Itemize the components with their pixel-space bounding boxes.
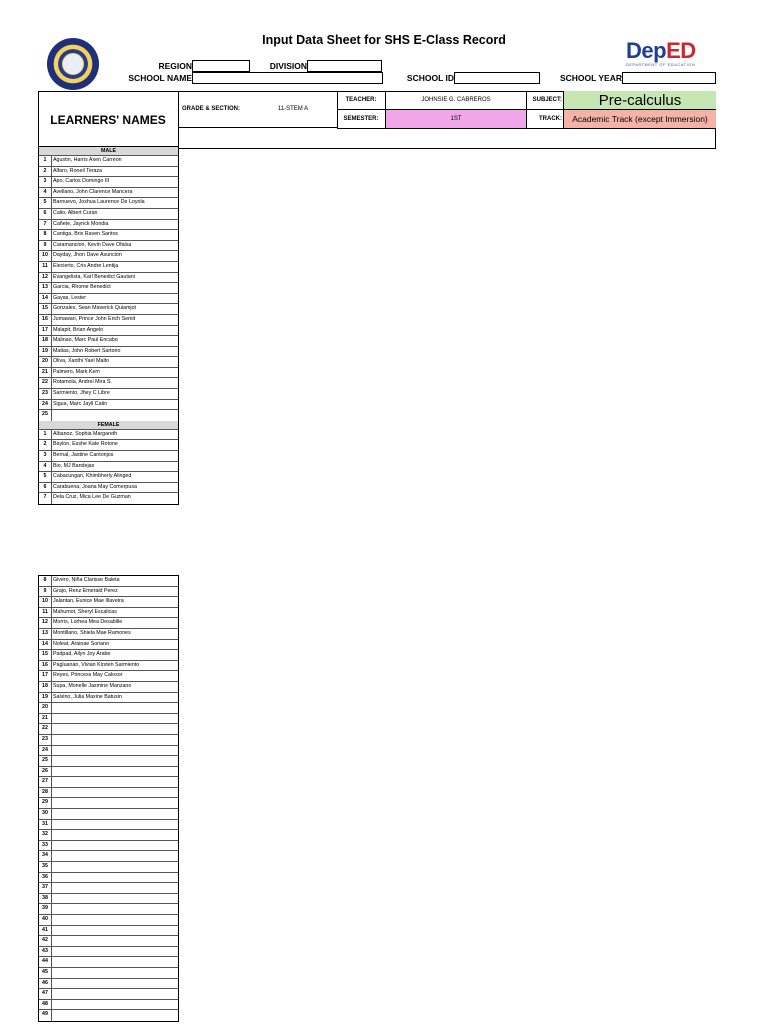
learner-number: 22 [39,724,52,734]
roster-bottom [38,575,179,1022]
learner-row[interactable] [39,809,178,820]
learner-name[interactable]: Eleciertо, Cris Andre Lentija [53,262,119,269]
teacher-value[interactable]: JOHNSIE G. CABREROS [386,91,527,110]
grade-section-value[interactable]: 11-STEM A [277,106,309,112]
learner-number: 18 [39,682,52,692]
learner-number: 4 [39,462,52,472]
learner-name[interactable]: Padpad, Ailyn Joy Arabe [53,651,111,658]
learner-row[interactable] [39,368,178,379]
learner-name[interactable] [52,767,178,777]
learner-row[interactable] [39,156,178,167]
learner-row[interactable] [39,830,178,841]
school-year-field[interactable] [622,72,716,84]
learner-row[interactable] [39,241,178,252]
learner-number: 46 [39,979,52,989]
learner-row[interactable] [39,304,178,315]
learner-name[interactable]: Salvino, Julia Maxine Batusin [53,693,122,700]
deped-logo-right: ED [666,38,696,63]
learner-row[interactable] [39,177,178,188]
learner-number: 43 [39,947,52,957]
learner-name[interactable]: Calio, Albert Curan [53,209,98,216]
learner-row[interactable] [39,650,178,661]
learner-name[interactable]: Garcia, Rhome Benedict [53,284,111,291]
learner-number: 13 [39,629,52,639]
learner-name[interactable]: Matias, John Robert Sartorio [53,347,121,354]
learner-name[interactable] [52,746,178,756]
learner-number: 23 [39,735,52,745]
learner-number: 24 [39,400,52,410]
learner-name[interactable]: Apo, Carlos Domingo III [53,178,110,185]
learner-name[interactable]: Jalantan, Eunice Mae Illaveira [53,598,124,605]
learner-number: 31 [39,820,52,830]
learner-number: 6 [39,209,52,219]
learner-row[interactable] [39,883,178,894]
learner-name[interactable] [52,788,178,798]
subject-value[interactable]: Pre-calculus [564,91,716,110]
learner-row[interactable] [39,472,178,483]
learner-name[interactable]: Palmero, Mark Kem [53,368,100,375]
learner-name[interactable]: Barnuevo, Joshua Laurence De Loyola [53,199,145,206]
learner-name[interactable] [52,809,178,819]
learner-name[interactable] [52,904,178,914]
learner-number: 8 [39,230,52,240]
learner-number: 15 [39,304,52,314]
learner-name[interactable]: Albanoz, Sophia Margareth [53,430,118,437]
learner-row[interactable] [39,347,178,358]
learner-name[interactable]: Baylon, Esshe Kate Rotone [53,441,118,448]
learners-names-heading: LEARNERS' NAMES [38,91,179,149]
learner-row[interactable] [39,462,178,473]
seal-center-icon [62,53,84,75]
learner-number: 21 [39,714,52,724]
learner-name[interactable]: Evangelista, Karl Benedict Gautani [53,273,135,280]
learner-number: 2 [39,167,52,177]
learner-name[interactable]: Grajo, Renz Emerald Perez [53,587,118,594]
school-year-label: SCHOOL YEAR [559,73,622,83]
learner-name[interactable] [52,410,178,421]
learner-name[interactable] [52,894,178,904]
teacher-label: TEACHER: [337,91,386,110]
track-value[interactable]: Academic Track (except Immersion) [564,110,716,129]
learner-number: 32 [39,830,52,840]
learner-name[interactable]: Agustin, Harris Axen Carreon [53,157,122,163]
learner-name[interactable]: Cañete, Jayrick Mondia [53,220,109,227]
learner-row[interactable] [39,851,178,862]
learner-number: 5 [39,472,52,482]
learner-number: 3 [39,451,52,461]
learner-row[interactable] [39,273,178,284]
learner-number: 37 [39,883,52,893]
learner-number: 16 [39,315,52,325]
learner-number: 1 [39,156,52,166]
learner-row[interactable] [39,198,178,209]
learner-name[interactable] [52,926,178,936]
learner-row[interactable] [39,777,178,788]
learner-row[interactable] [39,968,178,979]
learner-row[interactable] [39,756,178,767]
learner-row[interactable] [39,640,178,651]
learner-row[interactable] [39,629,178,640]
learner-name[interactable]: Sarmiento, Jhey C Libre [53,390,110,397]
subject-label: SUBJECT: [527,91,564,110]
learner-name[interactable] [52,841,178,851]
female-section-header: FEMALE [39,421,178,430]
learner-number: 29 [39,798,52,808]
learner-number: 13 [39,283,52,293]
learner-name[interactable]: Alfaro, Roneil Teraza [53,167,103,174]
learner-name[interactable] [52,947,178,957]
learner-row[interactable] [39,576,178,587]
learner-row[interactable] [39,957,178,968]
grade-section-label: GRADE & SECTION: [182,106,241,112]
learner-row[interactable] [39,841,178,852]
learner-number: 21 [39,368,52,378]
school-id-field[interactable] [454,72,540,84]
deped-logo-left: Dep [626,38,667,63]
learner-row[interactable] [39,294,178,305]
learner-row[interactable] [39,167,178,178]
learner-name[interactable]: Montillano, Shiela Mae Ramones [53,629,131,636]
learner-number: 20 [39,357,52,367]
learner-name[interactable] [52,915,178,925]
learner-row[interactable] [39,915,178,926]
learner-name[interactable]: Noleat, Arainae Soriano [53,640,109,647]
learner-number: 34 [39,851,52,861]
learner-row[interactable] [39,873,178,884]
learner-row[interactable] [39,188,178,199]
learner-name[interactable]: Mahumot, Sheryl Escalicas [53,608,117,615]
learner-name[interactable] [52,1010,178,1021]
learner-name[interactable] [52,883,178,893]
roster-top [38,146,179,505]
learner-row[interactable] [39,703,178,714]
learner-row[interactable] [39,400,178,411]
learner-row[interactable] [39,926,178,937]
page-title: Input Data Sheet for SHS E-Class Record [262,33,506,47]
learner-name[interactable]: Pagluanan, Vivian Kirsten Sarmiento [53,661,140,668]
learner-name[interactable]: Cantiga, Brix Raven Santos [53,231,119,238]
learner-row[interactable] [39,904,178,915]
learner-number: 45 [39,968,52,978]
learner-number: 17 [39,671,52,681]
learner-number: 15 [39,650,52,660]
semester-label: SEMESTER: [337,110,386,129]
learner-number: 24 [39,746,52,756]
learner-row[interactable] [39,746,178,757]
learner-name[interactable] [52,830,178,840]
learner-row[interactable] [39,724,178,735]
learner-number: 8 [39,576,52,586]
learner-row[interactable] [39,410,178,421]
learner-number: 36 [39,873,52,883]
learner-number: 4 [39,188,52,198]
division-label: DIVISION [269,61,307,71]
learner-number: 44 [39,957,52,967]
learner-name[interactable] [52,798,178,808]
learner-name[interactable]: Dayday, Jhon Dave Asuncion [53,252,122,259]
learner-name[interactable] [52,714,178,724]
learner-row[interactable] [39,767,178,778]
learner-name[interactable] [52,979,178,989]
learner-name[interactable] [52,820,178,830]
learner-name[interactable]: Bernal, Jastine Cantonjos [53,452,114,459]
learner-row[interactable] [39,378,178,389]
learner-name[interactable] [52,873,178,883]
learner-row[interactable] [39,862,178,873]
learner-name[interactable]: Sigua, Marc Jayll Catin [53,400,108,407]
learner-number: 40 [39,915,52,925]
learner-row[interactable] [39,693,178,704]
learner-name[interactable]: Bio, MJ Bandejas [53,462,95,469]
learner-number: 16 [39,661,52,671]
learner-row[interactable] [39,251,178,262]
learner-row[interactable] [39,989,178,1000]
learner-number: 23 [39,389,52,399]
deped-logo [626,38,696,64]
female-list-bottom [39,576,178,1021]
learner-row[interactable] [39,979,178,990]
learner-name[interactable] [52,957,178,967]
learner-name[interactable]: Dela Cruz, Mica Lee De Guzman [53,494,131,501]
learner-row[interactable] [39,936,178,947]
learner-number: 20 [39,703,52,713]
learner-row[interactable] [39,618,178,629]
learner-row[interactable] [39,389,178,400]
region-label: REGION [158,61,192,71]
learner-number: 41 [39,926,52,936]
learner-number: 11 [39,262,52,272]
learner-name[interactable] [52,756,178,766]
learner-row[interactable] [39,440,178,451]
semester-value[interactable]: 1ST [386,110,527,129]
learner-number: 7 [39,220,52,230]
male-section-header: MALE [39,147,178,156]
learner-number: 10 [39,251,52,261]
learner-name[interactable]: Jumawan, Prince John Erich Semit [53,315,136,322]
learner-name[interactable]: Caramancion, Kevin Dave Ofalsa [53,241,132,248]
learner-row[interactable] [39,661,178,672]
learner-row[interactable] [39,315,178,326]
learner-name[interactable]: Gonzales, Sean Maverick Quiamjot [53,305,137,312]
learner-number: 5 [39,198,52,208]
learner-name[interactable]: Malinao, Marc Paul Encabo [53,337,118,344]
learner-number: 26 [39,767,52,777]
learner-row[interactable] [39,483,178,494]
learner-number: 42 [39,936,52,946]
learner-number: 49 [39,1010,52,1021]
learner-name[interactable]: Carabuena, Joana May Comerpusa [53,483,137,490]
learner-name[interactable] [52,735,178,745]
learner-number: 2 [39,440,52,450]
learner-name[interactable]: Rotamola, Andrei Mira S. [53,379,112,386]
learner-name[interactable] [52,1000,178,1010]
learner-number: 39 [39,904,52,914]
deped-logo-subtitle: DEPARTMENT OF EDUCATION [626,63,696,67]
male-list [39,156,178,421]
learner-number: 14 [39,294,52,304]
learner-row[interactable] [39,357,178,368]
learner-number: 22 [39,378,52,388]
learner-row[interactable] [39,209,178,220]
learner-name[interactable] [52,968,178,978]
region-field[interactable] [192,60,250,72]
learner-number: 48 [39,1000,52,1010]
learner-number: 17 [39,326,52,336]
learner-number: 19 [39,347,52,357]
learner-number: 27 [39,777,52,787]
grade-section-underline [179,127,337,128]
learner-name[interactable]: Morris, Lorhea Mea Desabille [53,619,123,626]
learner-row[interactable] [39,894,178,905]
learner-row[interactable] [39,326,178,337]
learner-row[interactable] [39,820,178,831]
learner-row[interactable] [39,230,178,241]
learner-name[interactable] [52,862,178,872]
learner-number: 9 [39,241,52,251]
learner-row[interactable] [39,597,178,608]
learner-name[interactable]: Malapit, Brian Angelo [53,326,104,333]
learner-name[interactable]: Reyes, Princess May Calosor [53,672,123,679]
learner-number: 18 [39,336,52,346]
learner-number: 1 [39,430,52,440]
learner-number: 9 [39,587,52,597]
learner-name[interactable]: Supa, Monelle Jasmine Manzano [53,682,132,689]
learner-name[interactable]: Avellano, John Clarence Mancera [53,188,133,195]
learner-row[interactable] [39,682,178,693]
learner-name[interactable] [52,724,178,734]
track-label: TRACK: [527,110,564,129]
learner-row[interactable] [39,714,178,725]
female-list-top [39,430,178,504]
learner-number: 47 [39,989,52,999]
school-id-label: SCHOOL ID [406,73,454,83]
learner-row[interactable] [39,587,178,598]
learner-number: 11 [39,608,52,618]
learner-row[interactable] [39,283,178,294]
learner-number: 3 [39,177,52,187]
learner-number: 25 [39,756,52,766]
learner-name[interactable] [52,851,178,861]
learner-number: 33 [39,841,52,851]
learner-number: 7 [39,493,52,504]
learner-number: 25 [39,410,52,421]
learner-name[interactable] [52,936,178,946]
learner-row[interactable] [39,1010,178,1021]
learner-number: 28 [39,788,52,798]
learner-row[interactable] [39,451,178,462]
learner-name[interactable]: Cabacungan, Khimbherly Alinged [53,473,132,480]
learner-row[interactable] [39,493,178,504]
learner-name[interactable] [52,703,178,713]
school-name-label: SCHOOL NAME [128,73,192,83]
learner-name[interactable]: Gayas, Lester [53,294,86,301]
school-name-field[interactable] [192,72,383,84]
learner-row[interactable] [39,735,178,746]
learner-row[interactable] [39,1000,178,1011]
learner-row[interactable] [39,671,178,682]
learner-row[interactable] [39,788,178,799]
division-field[interactable] [307,60,382,72]
learner-row[interactable] [39,336,178,347]
learner-number: 12 [39,618,52,628]
learner-name[interactable]: Oliva, Xanthi Yael Malto [53,358,110,365]
learner-row[interactable] [39,262,178,273]
learner-name[interactable]: Givero, Niña Clarisse Baleta [53,577,120,583]
learner-row[interactable] [39,608,178,619]
learner-row[interactable] [39,220,178,231]
learner-number: 12 [39,273,52,283]
learner-number: 30 [39,809,52,819]
learner-row[interactable] [39,947,178,958]
learner-number: 38 [39,894,52,904]
learner-number: 14 [39,640,52,650]
learner-number: 10 [39,597,52,607]
learner-name[interactable] [52,777,178,787]
learner-number: 6 [39,483,52,493]
learner-number: 19 [39,693,52,703]
learner-row[interactable] [39,430,178,441]
learner-row[interactable] [39,798,178,809]
learner-name[interactable] [52,989,178,999]
learner-number: 35 [39,862,52,872]
